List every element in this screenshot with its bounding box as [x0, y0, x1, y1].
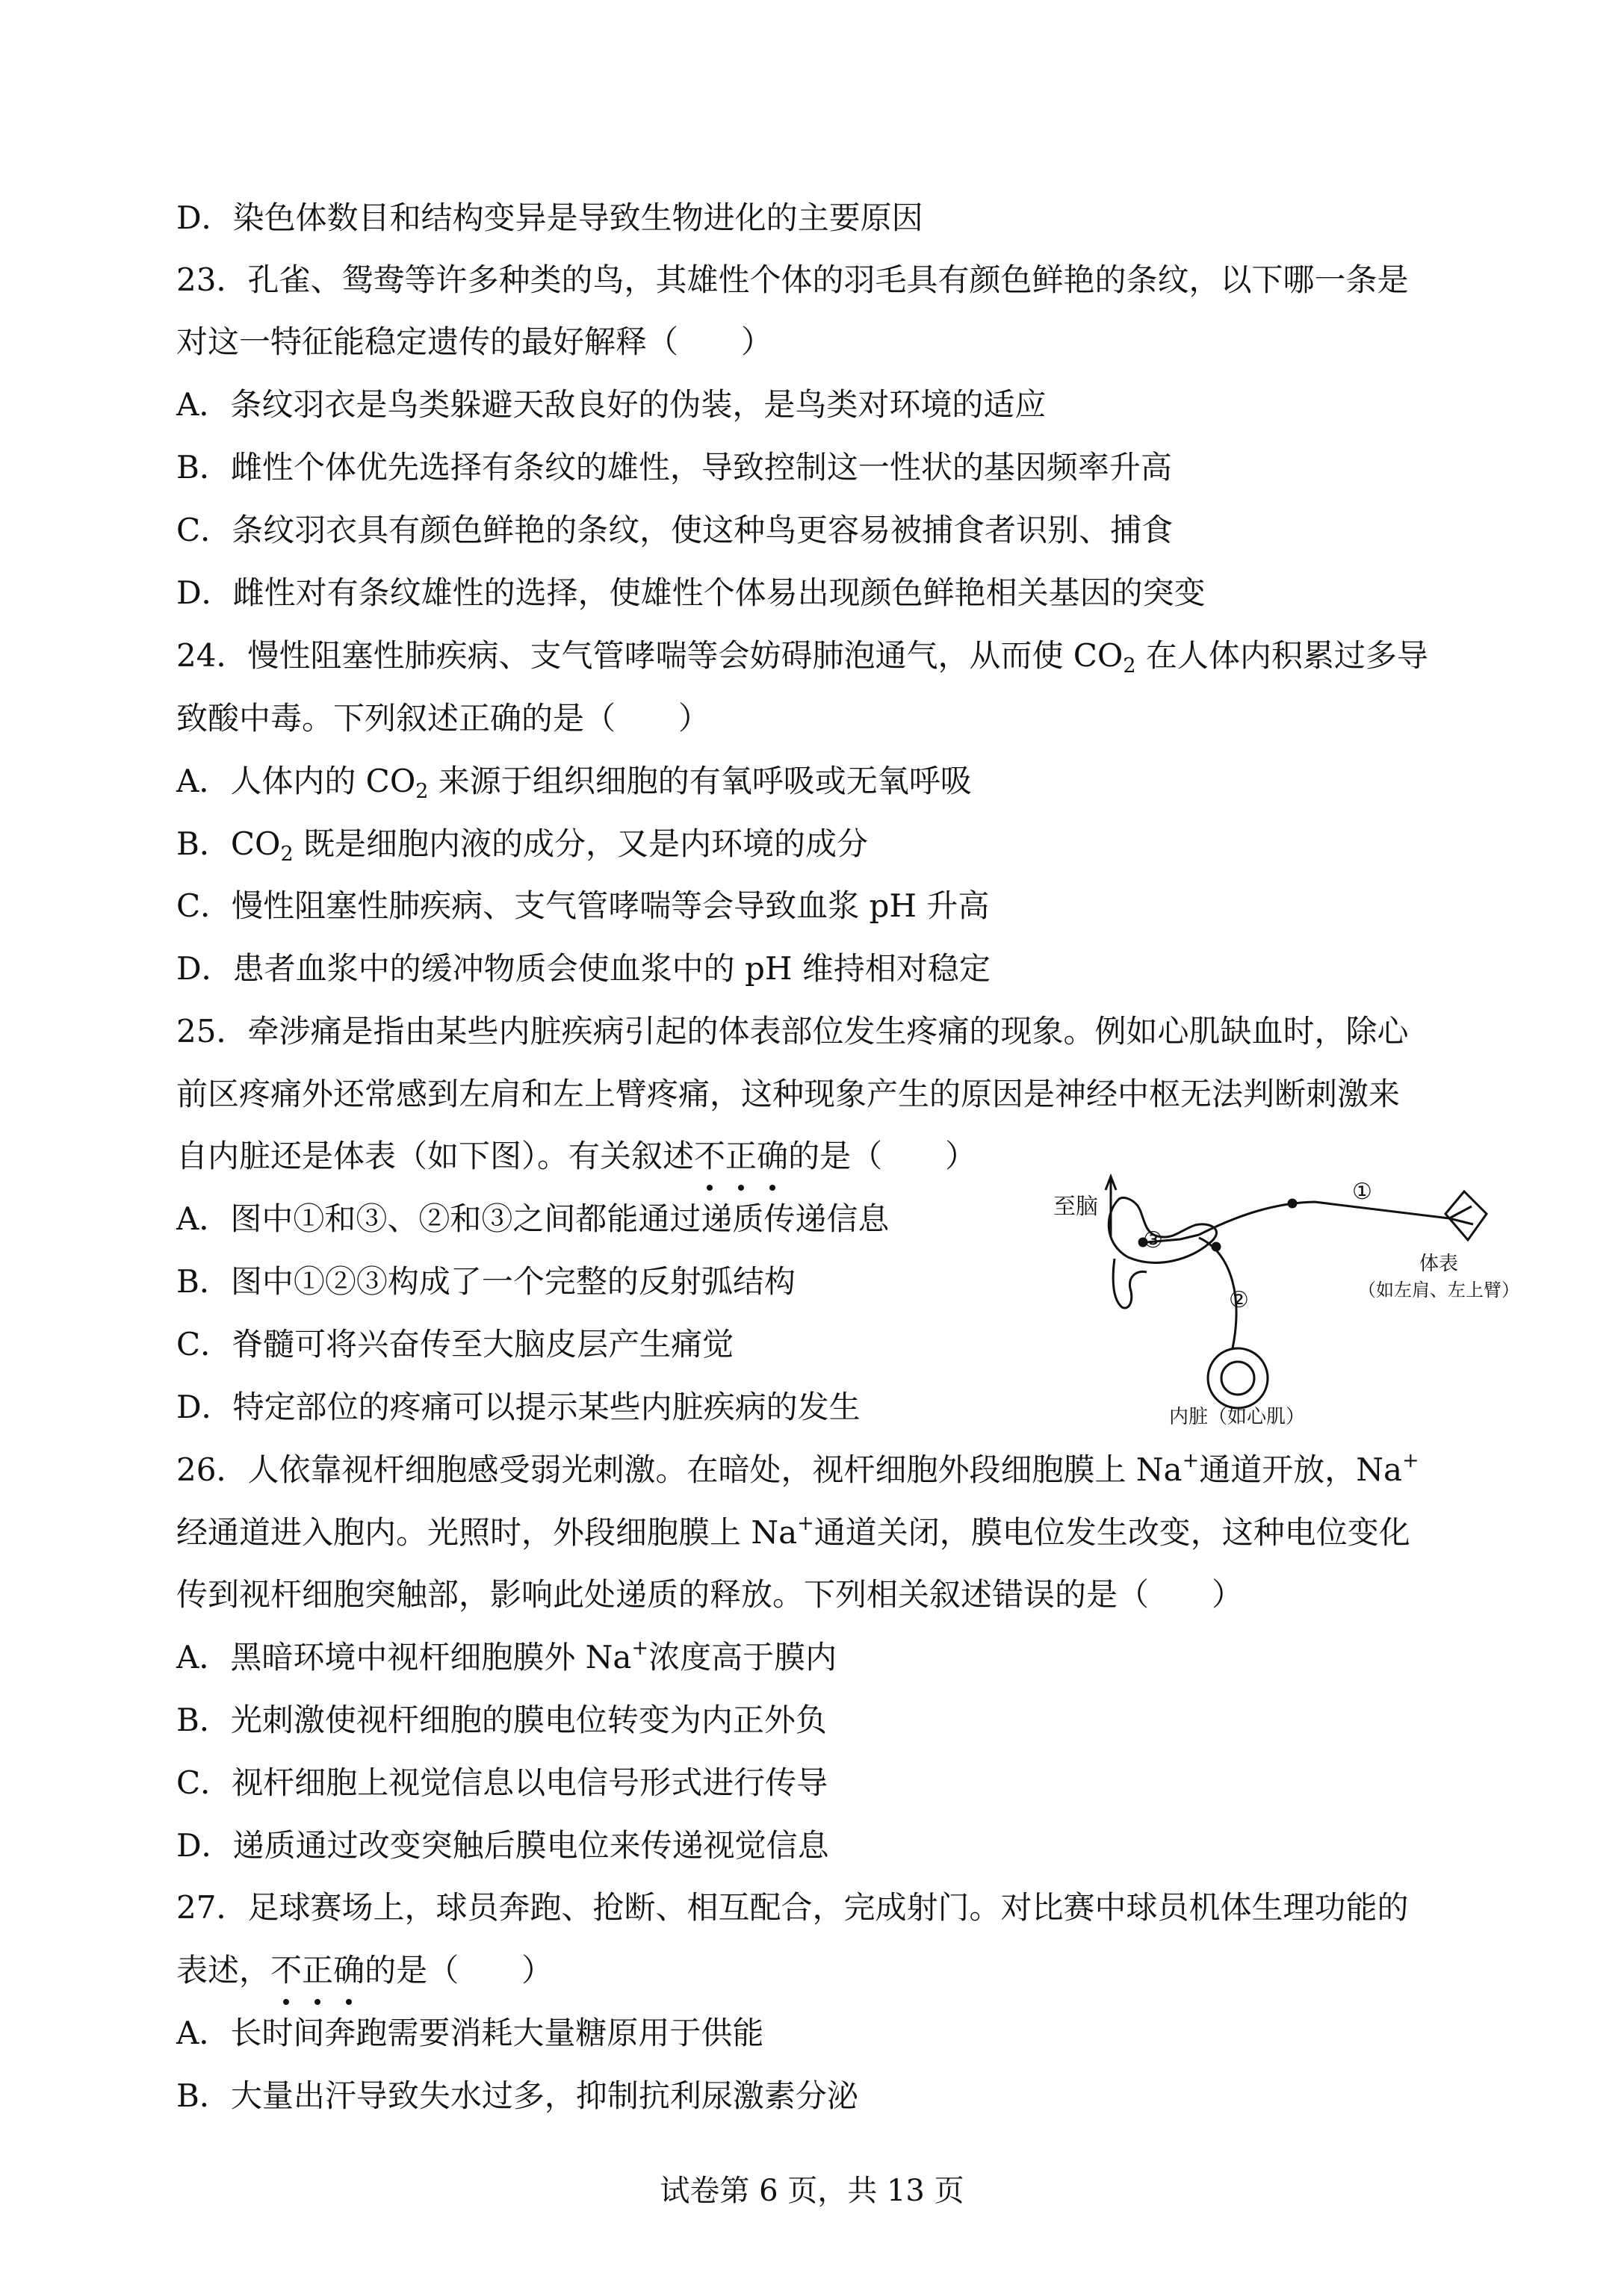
q25-option-d: D．特定部位的疼痛可以提示某些内脏疾病的发生	[176, 1389, 861, 1425]
label-to-brain: 至脑	[1053, 1194, 1098, 1220]
q25-option-c: C．脊髓可将兴奋传至大脑皮层产生痛觉	[176, 1326, 734, 1363]
q27-option-a: A．长时间奔跑需要消耗大量糖原用于供能	[176, 2015, 764, 2051]
q23-stem-line2: 对这一特征能稳定遗传的最好解释（ ）	[176, 323, 773, 360]
label-viscera: 内脏（如心肌）	[1169, 1406, 1306, 1428]
fiber-1	[1199, 1202, 1449, 1235]
emphasis-char: 确	[333, 1948, 365, 1993]
q23-stem-line1: 23．孔雀、鸳鸯等许多种类的鸟，其雄性个体的羽毛具有颜色鲜艳的条纹，以下哪一条是	[176, 261, 1409, 298]
viscera-circle	[1208, 1348, 1268, 1408]
q23-option-b: B．雌性个体优先选择有条纹的雄性，导致控制这一性状的基因频率升高	[176, 449, 1172, 486]
page-footer: 试卷第 6 页，共 13 页	[660, 2174, 964, 2208]
q24-option-d: D．患者血浆中的缓冲物质会使血浆中的 pH 维持相对稳定	[176, 950, 991, 987]
q22-option-d: D．染色体数目和结构变异是导致生物进化的主要原因	[176, 199, 923, 236]
q25-stem-line2: 前区疼痛外还常感到左肩和左上臂疼痛，这种现象产生的原因是神经中枢无法判断刺激来	[176, 1076, 1401, 1112]
q23-option-d: D．雌性对有条纹雄性的选择，使雄性个体易出现颜色鲜艳相关基因的突变	[176, 574, 1206, 611]
q26-option-a: A．黑暗环境中视杆细胞膜外 Na+浓度高于膜内	[176, 1637, 837, 1675]
q25-stem-line3: 自内脏还是体表（如下图）。有关叙述不正确的是（ ）	[176, 1134, 976, 1179]
emphasis-char: 不	[270, 1948, 302, 1993]
label-2: ②	[1229, 1287, 1249, 1313]
q23-option-a: A．条纹羽衣是鸟类躲避天敌良好的伪装，是鸟类对环境的适应	[176, 386, 1047, 423]
q27-option-b: B．大量出汗导致失水过多，抑制抗利尿激素分泌	[176, 2077, 858, 2114]
q24-option-c: C．慢性阻塞性肺疾病、支气管哮喘等会导致血浆 pH 升高	[176, 887, 990, 924]
emphasis-char: 正	[725, 1134, 757, 1179]
q26-stem-line2: 经通道进入胞内。光照时，外段细胞膜上 Na+通道关闭，膜电位发生改变，这种电位变化	[176, 1512, 1410, 1551]
q24-option-a: A．人体内的 $CO_2$ 来源于组织细胞的有氧呼吸或无氧呼吸	[176, 763, 972, 803]
label-body-surface: 体表	[1419, 1253, 1459, 1275]
q25-stem-line1: 25．牵涉痛是指由某些内脏疾病引起的体表部位发生疼痛的现象。例如心肌缺血时，除心	[176, 1013, 1409, 1050]
emphasis-char: 不	[694, 1134, 725, 1179]
q23-option-c: C．条纹羽衣具有颜色鲜艳的条纹，使这种鸟更容易被捕食者识别、捕食	[176, 512, 1174, 548]
q27-stem-line2: 表述，不正确的是（ ）	[176, 1948, 553, 1993]
q26-stem-line1: 26．人依靠视杆细胞感受弱光刺激。在暗处，视杆细胞外段细胞膜上 Na+通道开放，Na+	[176, 1449, 1419, 1488]
body-surface-receptor	[1445, 1191, 1487, 1240]
emphasis-char: 确	[757, 1134, 788, 1179]
q25-option-b: B．图中①②③构成了一个完整的反射弧结构	[176, 1263, 796, 1300]
label-3: ③	[1143, 1227, 1163, 1253]
q24-stem-line1: 24．慢性阻塞性肺疾病、支气管哮喘等会妨碍肺泡通气，从而使 $CO_2$ 在人体内积累过多导	[176, 637, 1428, 678]
q25-option-a: A．图中①和③、②和③之间都能通过递质传递信息	[176, 1200, 890, 1237]
q26-option-c: C．视杆细胞上视觉信息以电信号形式进行传导	[176, 1764, 828, 1801]
referred-pain-nerve-diagram	[1031, 1169, 1519, 1428]
q24-stem-line2: 致酸中毒。下列叙述正确的是（ ）	[176, 700, 710, 737]
q24-option-b: B．$CO_2$ 既是细胞内液的成分，又是内环境的成分	[176, 825, 868, 866]
q26-option-d: D．递质通过改变突触后膜电位来传递视觉信息	[176, 1827, 829, 1864]
emphasis-char: 正	[302, 1948, 333, 1993]
q26-option-b: B．光刺激使视杆细胞的膜电位转变为内正外负	[176, 1702, 827, 1738]
label-body-surface-note: （如左肩、左上臂）	[1358, 1280, 1519, 1301]
spinal-cord-lower	[1113, 1259, 1147, 1308]
label-1: ①	[1352, 1179, 1372, 1205]
q26-stem-line3: 传到视杆细胞突触部，影响此处递质的释放。下列相关叙述错误的是（ ）	[176, 1576, 1244, 1613]
q27-stem-line1: 27．足球赛场上，球员奔跑、抢断、相互配合，完成射门。对比赛中球员机体生理功能的	[176, 1889, 1409, 1926]
